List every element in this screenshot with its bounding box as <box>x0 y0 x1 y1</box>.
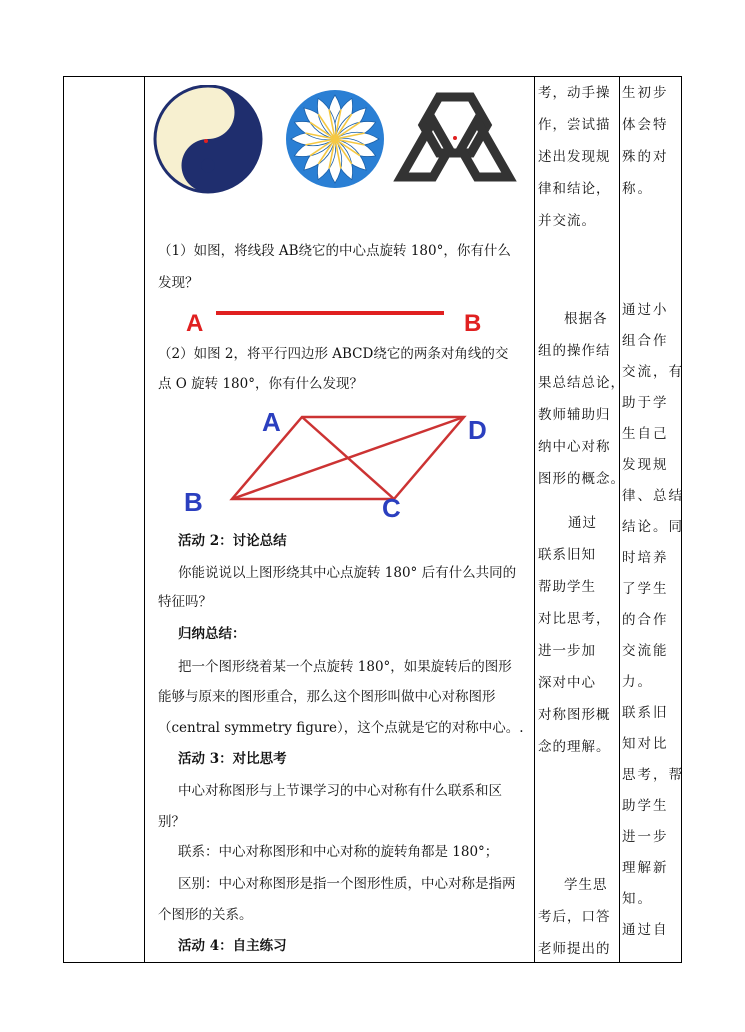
student-activity-column <box>534 77 625 962</box>
summary-line-2: 能够与原来的图形重合，那么这个图形叫做中心对称图形 <box>158 689 496 705</box>
activity-2-title: 活动 2：讨论总结 <box>178 533 287 549</box>
activity-2-question-line-1: 你能说说以上图形绕其中心点旋转 180° 后有什么共同的 <box>178 565 517 581</box>
teaching-content-column <box>144 77 596 962</box>
student-activity-line: 念的理解。 <box>538 739 611 755</box>
design-intent-line: 律、总结 <box>622 488 684 504</box>
design-intent-line: 了学生 <box>622 581 669 597</box>
design-intent-line: 知。 <box>622 891 653 907</box>
student-activity-line: 述出发现规 <box>538 149 611 165</box>
student-activity-line: 教师辅助归 <box>538 407 611 423</box>
design-intent-line: 的合作 <box>622 612 669 628</box>
flower-icon <box>286 90 384 188</box>
student-activity-line: 对比思考， <box>538 611 611 627</box>
question-2-line-1: （2）如图 2，将平行四边形 ABCD绕它的两条对角线的交 <box>158 346 509 362</box>
yin-yang-icon <box>155 86 261 192</box>
segment-label-a: A <box>186 310 204 337</box>
question-2-line-2: 点 O 旋转 180°，你有什么发现？ <box>158 376 363 392</box>
vertex-label-c: C <box>382 493 401 523</box>
student-activity-line: 纳中心对称 <box>538 439 611 455</box>
design-intent-line: 殊的对 <box>622 149 669 165</box>
difference-line-1: 区别：中心对称图形是指一个图形性质，中心对称是指两 <box>178 876 516 892</box>
activity-2-question-line-2: 特征吗？ <box>158 594 212 610</box>
design-intent-line: 体会特 <box>622 117 669 133</box>
activity-3-question-line-2: 别？ <box>158 814 185 830</box>
student-activity-line: 律和结论， <box>538 181 611 197</box>
activity-3-title: 活动 3：对比思考 <box>178 751 287 767</box>
design-intent-line: 进一步 <box>622 829 669 845</box>
design-intent-line: 理解新 <box>622 860 669 876</box>
design-intent-line: 生自己 <box>622 426 669 442</box>
design-intent-line: 交流能 <box>622 643 669 659</box>
student-activity-line: 学生思 <box>564 877 608 893</box>
student-activity-line: 通过 <box>568 515 597 531</box>
question-1-line-2: 发现？ <box>158 275 199 291</box>
student-activity-line: 考，动手操 <box>538 85 611 101</box>
student-activity-line: 作，尝试描 <box>538 117 611 133</box>
vertex-label-a: A <box>262 407 281 437</box>
student-activity-block-4 <box>538 869 611 965</box>
design-intent-line: 组合作 <box>622 333 669 349</box>
design-intent-block-1 <box>622 77 669 205</box>
summary-line-3: （central symmetry figure），这个点就是它的对称中心。. <box>158 720 524 736</box>
activity-3-question-line-1: 中心对称图形与上节课学习的中心对称有什么联系和区 <box>178 783 502 799</box>
design-intent-line: 结论。同 <box>622 519 684 535</box>
lesson-table <box>63 76 682 963</box>
activity-4-title: 活动 4：自主练习 <box>178 938 287 954</box>
student-activity-line: 并交流。 <box>538 213 596 229</box>
student-activity-line: 根据各 <box>564 311 608 327</box>
student-activity-line: 深对中心 <box>538 675 596 691</box>
interlocked-hexagons-icon <box>401 97 509 177</box>
student-activity-line: 考后，口答 <box>538 909 611 925</box>
design-intent-line: 生初步 <box>622 85 669 101</box>
design-intent-line: 通过小 <box>622 302 669 318</box>
design-intent-line: 助于学 <box>622 395 669 411</box>
student-activity-line: 联系旧知 <box>538 547 596 563</box>
student-activity-block-1 <box>538 77 611 237</box>
relation-text: 联系：中心对称图形和中心对称的旋转角都是 180°； <box>178 844 499 860</box>
summary-line-1: 把一个图形绕着某一个点旋转 180°，如果旋转后的图形 <box>178 659 512 675</box>
segment-label-b: B <box>464 310 482 337</box>
design-intent-line: 交流，有 <box>622 364 684 380</box>
design-intent-line: 时培养 <box>622 550 669 566</box>
difference-line-2: 个图形的关系。 <box>158 907 253 923</box>
design-intent-line: 助学生 <box>622 798 669 814</box>
design-intent-block-2 <box>622 295 684 946</box>
student-activity-line: 进一步加 <box>538 643 596 659</box>
student-activity-line: 图形的概念。 <box>538 471 625 487</box>
symmetric-figures <box>150 85 540 205</box>
student-activity-line: 果总结总论， <box>538 375 625 391</box>
design-intent-line: 力。 <box>622 674 653 690</box>
vertex-label-d: D <box>468 415 487 445</box>
student-activity-line: 老师提出的 <box>538 941 611 957</box>
student-activity-block-2 <box>538 303 625 495</box>
student-activity-line: 对称图形概 <box>538 707 611 723</box>
student-activity-block-3 <box>538 507 611 763</box>
design-intent-line: 通过自 <box>622 922 669 938</box>
student-activity-line: 组的操作结 <box>538 343 611 359</box>
segment-ab-figure <box>184 303 514 339</box>
summary-title: 归纳总结： <box>178 626 246 642</box>
student-activity-line: 帮助学生 <box>538 579 596 595</box>
design-intent-line: 知对比 <box>622 736 669 752</box>
question-1-line-1: （1）如图，将线段 AB绕它的中心点旋转 180°，你有什么 <box>158 243 511 259</box>
design-intent-line: 思考，帮 <box>622 767 684 783</box>
design-intent-line: 发现规 <box>622 457 669 473</box>
design-intent-line: 联系旧 <box>622 705 669 721</box>
vertex-label-b: B <box>184 487 203 517</box>
design-intent-column <box>620 77 684 962</box>
design-intent-line: 称。 <box>622 181 653 197</box>
parallelogram-abcd-figure <box>174 399 514 524</box>
